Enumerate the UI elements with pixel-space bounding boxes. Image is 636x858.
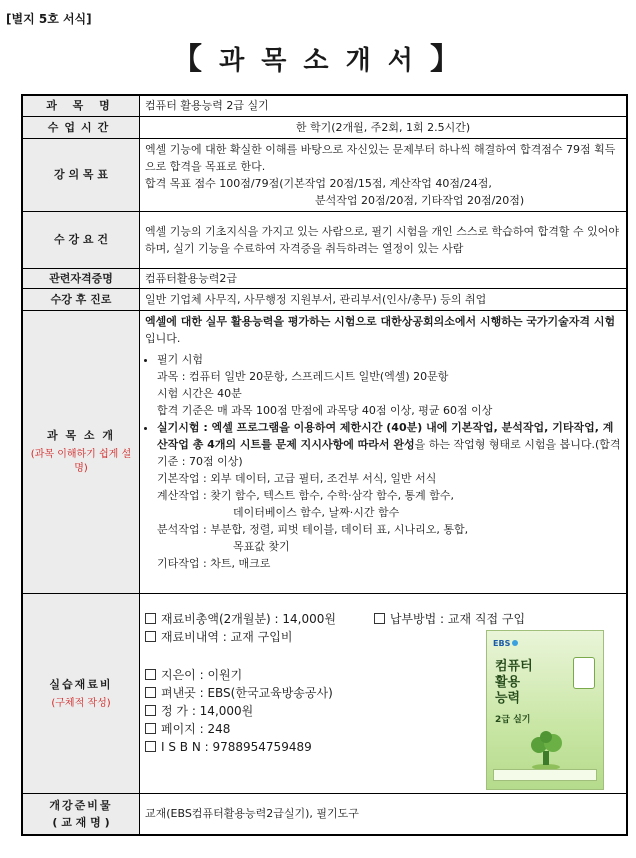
intro-bold-text: 엑셀에 대한 실무 활용능력을 평가하는 시험으로 대한상공회의소에서 시행하는 국가기술자격 시험 xyxy=(145,314,616,328)
row-intro xyxy=(22,310,627,593)
form-number-label: [별지 5호 서식] xyxy=(6,12,92,26)
book-illustration-icon xyxy=(521,729,571,771)
goal-line-1: 엑셀 기능에 대한 확실한 이해를 바탕으로 자신있는 문제부터 하나씩 해결하여 합격점수 79점 획득으로 합격을 목표로 한다. xyxy=(145,142,616,173)
intro-rest-text: 입니다. xyxy=(145,331,181,345)
intro-list xyxy=(145,351,621,572)
title-bracket-right: 】 xyxy=(429,42,464,77)
written-title: 필기 시험 xyxy=(157,352,204,366)
materials-author: 지은이 : 이원기 xyxy=(161,667,243,682)
subject-value: 컴퓨터 활용능력 2급 실기 xyxy=(140,95,628,116)
career-label: 수강 후 진로 xyxy=(22,288,140,310)
ebs-logo: EBS xyxy=(493,635,518,653)
course-intro-table xyxy=(21,94,628,836)
intro-cell xyxy=(140,310,628,593)
materials-line-total xyxy=(145,610,621,628)
row-certificate xyxy=(22,268,627,288)
intro-label: 과 목 소 개 xyxy=(47,429,115,442)
requirement-label: 수 강 요 건 xyxy=(22,211,140,268)
book-bottom-strip xyxy=(493,769,597,781)
materials-label-cell xyxy=(22,593,140,793)
practical-exam-item xyxy=(157,419,621,572)
book-title: 컴퓨터 활용 능력 xyxy=(495,658,533,706)
checkbox-isbn[interactable] xyxy=(145,741,156,752)
career-value: 일반 기업체 사무직, 사무행정 지원부서, 관리부서(인사/총무) 등의 취업 xyxy=(140,288,628,310)
row-goal xyxy=(22,138,627,211)
checkbox-publisher[interactable] xyxy=(145,687,156,698)
subject-label: 과 목 명 xyxy=(22,95,140,116)
row-requirement xyxy=(22,211,627,268)
intro-paragraph xyxy=(145,313,621,347)
book-badge-icon xyxy=(573,657,595,689)
materials-publisher: 펴낸곳 : EBS(한국교육방송공사) xyxy=(161,685,333,700)
practical-calc-2: 데이터베이스 함수, 날짜·시간 함수 xyxy=(233,505,400,519)
certificate-value: 컴퓨터활용능력2급 xyxy=(140,268,628,288)
materials-pay-wrap xyxy=(374,612,525,626)
materials-label: 실습재료비 xyxy=(49,677,113,691)
book-level: 2급 실기 xyxy=(495,714,531,725)
intro-note: (과목 이해하기 쉽게 설명) xyxy=(30,449,132,474)
materials-total: 재료비총액(2개월분) : 14,000원 xyxy=(161,611,336,626)
practical-other: 기타작업 : 차트, 매크로 xyxy=(157,556,271,570)
materials-pages: 페이지 : 248 xyxy=(161,721,231,736)
book-cover-image xyxy=(486,630,604,790)
textbook-label-2: ( 교 재 명 ) xyxy=(52,815,110,829)
row-career xyxy=(22,288,627,310)
hours-value: 한 학기(2개월, 주2회, 1회 2.5시간) xyxy=(140,116,628,138)
row-hours xyxy=(22,116,627,138)
practical-analysis-2: 목표값 찾기 xyxy=(233,539,290,553)
checkbox-detail[interactable] xyxy=(145,631,156,642)
hours-label: 수업시간 xyxy=(22,116,140,138)
title-bracket-left: 【 xyxy=(172,42,207,77)
row-materials xyxy=(22,593,627,793)
goal-line-2: 합격 목표 점수 100점/79점(기본작업 20점/15점, 계산작업 40점/24점, xyxy=(145,176,492,190)
row-subject xyxy=(22,95,627,116)
checkbox-pay[interactable] xyxy=(374,613,385,624)
goal-label: 강 의 목 표 xyxy=(22,138,140,211)
materials-note: (구체적 작성) xyxy=(51,697,111,709)
requirement-value: 엑셀 기능의 기초지식을 가지고 있는 사람으로, 필기 시험을 개인 스스로 학습하여 합격할 수 있어야 하며, 실기 기능을 수료하여 자격증을 취득하려는 열정이 있는 사람 xyxy=(140,211,628,268)
checkbox-total[interactable] xyxy=(145,613,156,624)
written-exam-item xyxy=(157,351,621,419)
checkbox-author[interactable] xyxy=(145,669,156,680)
certificate-label: 관련자격증명 xyxy=(22,268,140,288)
written-line-2: 시험 시간은 40분 xyxy=(157,386,242,400)
textbook-value: 교재(EBS컴퓨터활용능력2급실기), 필기도구 xyxy=(140,793,628,835)
row-textbook xyxy=(22,793,627,835)
materials-cell xyxy=(140,593,628,793)
checkbox-pages[interactable] xyxy=(145,723,156,734)
checkbox-price[interactable] xyxy=(145,705,156,716)
practical-analysis-1: 분석작업 : 부분합, 정렬, 피벗 테이블, 데이터 표, 시나리오, 통합, xyxy=(157,522,469,536)
intro-label-cell xyxy=(22,310,140,593)
written-line-3: 합격 기준은 매 과목 100점 만점에 과목당 40점 이상, 평균 60점 이상 xyxy=(157,403,493,417)
materials-detail: 재료비내역 : 교재 구입비 xyxy=(161,629,293,644)
written-line-1: 과목 : 컴퓨터 일반 20문항, 스프레드시트 일반(엑셀) 20문항 xyxy=(157,369,449,383)
practical-basic: 기본작업 : 외부 데이터, 고급 필터, 조건부 서식, 일반 서식 xyxy=(157,471,437,485)
goal-line-3: 분석작업 20점/20점, 기타작업 20점/20점) xyxy=(315,193,525,207)
practical-rest-text: 을 하는 작업형 형태로 시험을 봅니다.(합격기준 : 70점 이상) xyxy=(157,437,621,468)
title-text: 과 목 소 개 서 xyxy=(219,46,417,76)
materials-price: 정 가 : 14,000원 xyxy=(161,703,254,718)
practical-bold-text: 실기시험 : 엑셀 프로그램을 이용하여 제한시간 (40분) 내에 기본작업, 분석작업, 기타작업, 계산작업 총 4개의 시트를 문제 지시사항에 따라서 완성 xyxy=(157,420,614,451)
practical-calc-1: 계산작업 : 찾기 함수, 텍스트 함수, 수학·삼각 함수, 통계 함수, xyxy=(157,488,455,502)
textbook-label-1: 개강준비물 xyxy=(49,798,113,812)
materials-isbn: I S B N : 9788954759489 xyxy=(161,739,312,754)
document-title xyxy=(0,34,636,78)
textbook-label-cell xyxy=(22,793,140,835)
goal-cell xyxy=(140,138,628,211)
materials-pay: 납부방법 : 교재 직접 구입 xyxy=(389,611,526,626)
